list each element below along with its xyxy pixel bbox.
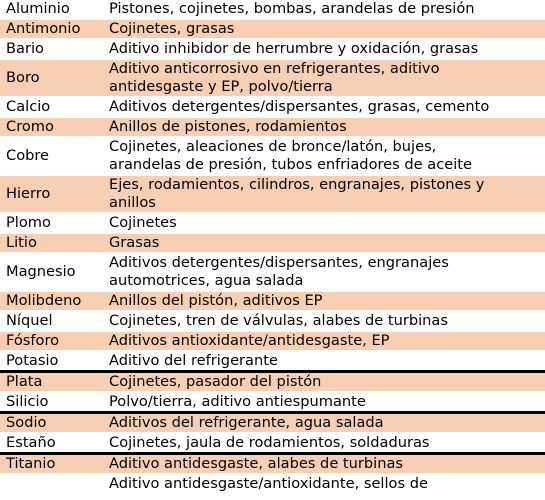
element-name-cell: Cromo — [0, 117, 103, 137]
uses-line: Aditivo antidesgaste/antioxidante, sellos de — [109, 475, 428, 492]
element-name-cell: Fósforo — [0, 331, 103, 351]
table-row — [0, 253, 545, 291]
table-row — [0, 19, 545, 39]
element-name-cell: Silicio — [0, 392, 103, 413]
element-name-cell: Sodio — [0, 413, 103, 434]
element-uses-cell — [103, 117, 545, 137]
element-name-cell: Bario — [0, 39, 103, 59]
element-name-cell: Estaño — [0, 433, 103, 454]
uses-line: anillos — [109, 194, 156, 211]
element-name-cell: Níquel — [0, 311, 103, 331]
table-row — [0, 433, 545, 454]
table-row — [0, 175, 545, 213]
element-uses-cell — [103, 233, 545, 253]
element-uses-cell — [103, 351, 545, 372]
table-row — [0, 474, 545, 493]
table-row — [0, 59, 545, 97]
element-uses-cell — [103, 59, 545, 97]
element-name-cell: Calcio — [0, 97, 103, 117]
element-name-cell: Titanio — [0, 454, 103, 475]
uses-line: Aditivos del refrigerante, agua salada — [109, 414, 384, 431]
element-uses-cell — [103, 213, 545, 233]
element-name-cell: Molibdeno — [0, 291, 103, 311]
element-name-cell: Plata — [0, 372, 103, 393]
table-row — [0, 213, 545, 233]
uses-line: Aditivo antidesgaste, alabes de turbinas — [109, 455, 404, 472]
element-name-cell: Cobre — [0, 137, 103, 175]
uses-line: Cojinetes, pasador del pistón — [109, 373, 322, 390]
element-name-cell: Hierro — [0, 175, 103, 213]
element-uses-cell — [103, 331, 545, 351]
uses-line: Cojinetes — [109, 214, 177, 231]
uses-line: Aditivos antioxidante/antidesgaste, EP — [109, 332, 390, 349]
element-uses-cell — [103, 311, 545, 331]
table-row — [0, 351, 545, 372]
uses-line: Polvo/tierra, aditivo antiespumante — [109, 393, 366, 410]
uses-line: Aditivo inhibidor de herrumbre y oxidación, grasas — [109, 40, 479, 57]
uses-line: arandelas de presión, tubos enfriadores de aceite — [109, 156, 472, 173]
table-row — [0, 233, 545, 253]
element-uses-cell — [103, 392, 545, 413]
uses-line: antidesgaste y EP, polvo/tierra — [109, 78, 333, 95]
uses-line: Cojinetes, aleaciones de bronce/latón, bujes, — [109, 138, 437, 155]
element-uses-cell — [103, 175, 545, 213]
uses-line: Cojinetes, jaula de rodamientos, soldaduras — [109, 434, 430, 451]
table-row — [0, 117, 545, 137]
element-uses-cell — [103, 97, 545, 117]
element-name-cell: Aluminio — [0, 0, 103, 19]
element-name-cell: Antimonio — [0, 19, 103, 39]
uses-line: Anillos de pistones, rodamientos — [109, 118, 347, 135]
uses-line: Aditivo del refrigerante — [109, 352, 278, 369]
element-uses-cell — [103, 137, 545, 175]
table-row — [0, 97, 545, 117]
table-row — [0, 331, 545, 351]
element-uses-cell — [103, 39, 545, 59]
element-uses-cell — [103, 253, 545, 291]
element-name-cell: Magnesio — [0, 253, 103, 291]
table-row — [0, 454, 545, 475]
element-uses-cell — [103, 454, 545, 475]
element-name-cell: Potasio — [0, 351, 103, 372]
table-row — [0, 392, 545, 413]
table-row — [0, 291, 545, 311]
uses-line: Aditivos detergentes/dispersantes, engranajes — [109, 254, 449, 271]
table-row — [0, 137, 545, 175]
element-uses-cell — [103, 19, 545, 39]
uses-line: Anillos del pistón, aditivos EP — [109, 292, 323, 309]
uses-line: automotrices, agua salada — [109, 272, 304, 289]
element-uses-cell — [103, 433, 545, 454]
uses-line: Pistones, cojinetes, bombas, arandelas de presión — [109, 0, 475, 17]
uses-line: Cojinetes, tren de válvulas, alabes de turbinas — [109, 312, 448, 329]
uses-line: Aditivos detergentes/dispersantes, grasas, cemento — [109, 98, 490, 115]
table-row — [0, 0, 545, 19]
element-name-cell: Plomo — [0, 213, 103, 233]
uses-line: Grasas — [109, 234, 160, 251]
element-name-cell: Litio — [0, 233, 103, 253]
element-uses-cell — [103, 474, 545, 493]
table-row — [0, 39, 545, 59]
element-name-cell: Boro — [0, 59, 103, 97]
table-row — [0, 372, 545, 393]
element-uses-cell — [103, 291, 545, 311]
uses-line: Cojinetes, grasas — [109, 20, 235, 37]
element-name-cell — [0, 474, 103, 493]
element-uses-cell — [103, 372, 545, 393]
table-row — [0, 311, 545, 331]
element-uses-cell — [103, 0, 545, 19]
uses-line: Ejes, rodamientos, cilindros, engranajes, pistones y — [109, 176, 485, 193]
table-row — [0, 413, 545, 434]
uses-line: Aditivo anticorrosivo en refrigerantes, aditivo — [109, 60, 440, 77]
element-uses-cell — [103, 413, 545, 434]
